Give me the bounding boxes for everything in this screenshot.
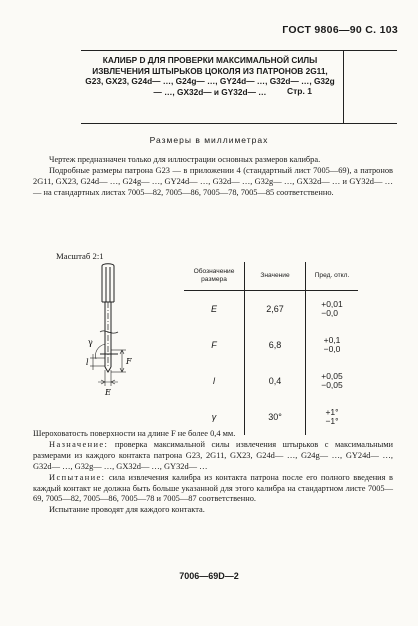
dimensions-note: Размеры в миллиметрах [149, 135, 269, 145]
cell-value: 6,8 [245, 327, 306, 363]
cell-tolerance: +0,1 −0,0 [306, 327, 359, 363]
cell-symbol: γ [211, 412, 217, 422]
document-title: КАЛИБР D ДЛЯ ПРОВЕРКИ МАКСИМАЛЬНОЙ СИЛЫ ИЗВЛЕЧЕНИЯ ШТЫРЬКОВ ЦОКОЛЯ ИЗ ПАТРОНОВ 2G11, G23, GX23, G24d— …, G24g— …, GY24d— …, G32d— …, G32g— …, GX32d— и GY32d— … [85, 55, 335, 97]
gauge-drawing [60, 262, 170, 412]
cell-symbol: F [211, 340, 217, 350]
test-note: Испытание: сила извлечения калибра из контакта патрона после его полного введения в каждый контакт не должна быть больше указанной для этого калибра на стандартном листе 7005—69, 7005—82, 7005—86, 7005—78 и 7005—87 соответственно. [33, 472, 393, 504]
cell-tolerance: +0,01 −0,0 [306, 291, 359, 328]
each-contact-note: Испытание проводят для каждого контакта. [49, 505, 205, 515]
table-row [184, 327, 358, 363]
e-label: E [105, 388, 111, 397]
notes-text [33, 429, 393, 516]
dimensions-table [184, 262, 358, 435]
roughness-note: Шероховатость поверхности на длине F не более 0,4 мм. [33, 429, 236, 438]
page-footer: 7006—69D—2 [179, 571, 239, 581]
table-row [184, 291, 358, 328]
intro-paragraph-2: Подробные размеры патрона G23 — в приложении 4 (стандартный лист 7005—69), а патронов 2G11, GX23, G24d— …, G24g— …, GY24d— …, G32d— …, G32g— …, GX32d— … и GY32d— … — на стандартных листах 7005—82, 7005—86, 7005—78, 7005—85 соответственно. [33, 165, 393, 197]
l-label: l [86, 358, 89, 367]
title-block [81, 50, 397, 124]
cell-value: 0,4 [245, 363, 306, 399]
scale-label: Масштаб 2:1 [56, 251, 104, 261]
page-header: ГОСТ 9806—90 С. 103 [282, 24, 398, 36]
cell-value: 30° [245, 399, 306, 435]
cell-value: 2,67 [245, 291, 306, 328]
f-label: F [126, 357, 132, 366]
title-divider [343, 51, 344, 123]
cell-symbol: l [213, 376, 215, 386]
table-row [184, 363, 358, 399]
cell-symbol: E [210, 304, 217, 314]
cell-tolerance: +0,05 −0,05 [306, 363, 359, 399]
sheet-number: Стр. 1 [287, 86, 312, 96]
header-value: Значение [245, 262, 306, 291]
gauge-top [102, 264, 114, 302]
cell-tolerance: +1° −1° [306, 399, 359, 435]
intro-text [33, 155, 393, 199]
header-designation: Обозначение размера [184, 262, 245, 291]
gamma-label: γ [88, 338, 93, 347]
header-tolerance: Пред. откл. [306, 262, 359, 291]
purpose-note: Назначение: проверка максимальной силы извлечения штырьков с максимальными размерами из каждого контакта патрона G23, 2G11, GX23, G24d— …, G24g— …, GY24d— …, G32d— …, G32g— …, GX32d— …, GY32d— … [33, 439, 393, 471]
intro-paragraph-1: Чертеж предназначен только для иллюстрации основных размеров калибра. [49, 155, 321, 164]
